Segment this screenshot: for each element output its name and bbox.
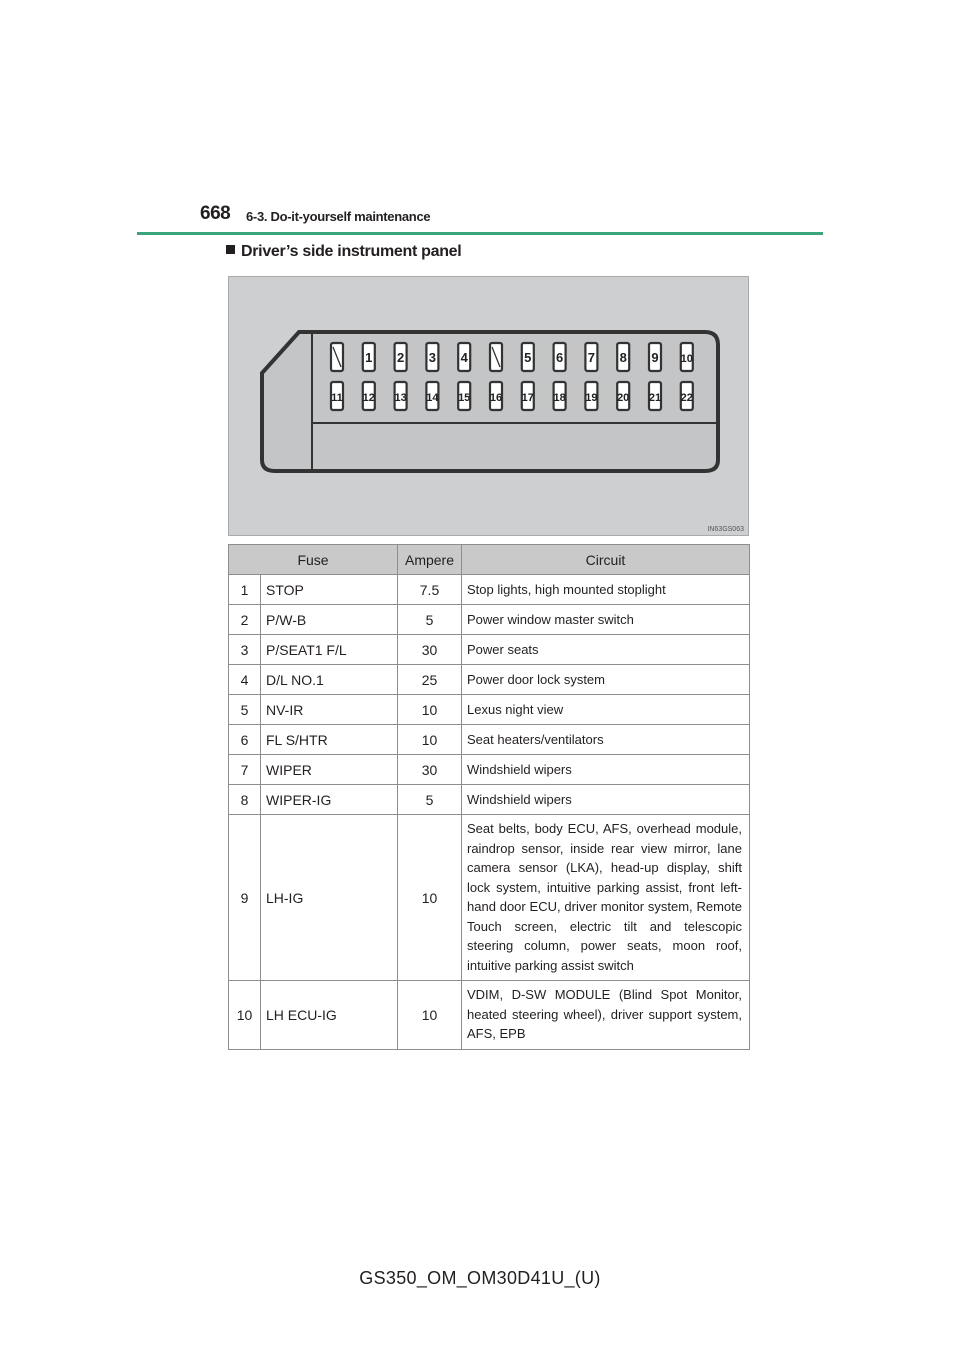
fuse-name: P/W-B <box>261 605 398 635</box>
page-number: 668 <box>200 203 231 224</box>
section-label: 6-3. Do-it-yourself maintenance <box>246 209 431 224</box>
fuse-name: P/SEAT1 F/L <box>261 635 398 665</box>
fuse-slot-18 <box>553 382 565 410</box>
table-row <box>229 755 750 785</box>
fuse-number: 3 <box>229 635 261 665</box>
fuse-circuit: Seat heaters/ventilators <box>462 725 750 755</box>
fuse-circuit: Power seats <box>462 635 750 665</box>
fuse-slot-label: 4 <box>460 350 468 365</box>
table-row <box>229 665 750 695</box>
fuse-name: LH ECU-IG <box>261 981 398 1050</box>
header-fuse: Fuse <box>229 545 398 575</box>
fuse-slot-label: 22 <box>680 392 693 404</box>
fuse-slot-label: 1 <box>365 350 373 365</box>
fuse-slot-14 <box>426 382 439 410</box>
fuse-circuit: Power door lock system <box>462 665 750 695</box>
figure-code: IN63GS063 <box>707 526 744 533</box>
fuse-slot-1 <box>363 343 375 371</box>
fuse-name: NV-IR <box>261 695 398 725</box>
fuse-number: 10 <box>229 981 261 1050</box>
table-row <box>229 605 750 635</box>
fuse-slot-8 <box>617 343 629 371</box>
fuse-slot-label: 19 <box>585 392 598 404</box>
fuse-ampere: 10 <box>398 815 462 981</box>
table-row <box>229 575 750 605</box>
fuse-ampere: 5 <box>398 785 462 815</box>
fuse-number: 9 <box>229 815 261 981</box>
fuse-slot-9 <box>649 343 661 371</box>
fuse-slot-label: 3 <box>428 350 437 365</box>
table-row <box>229 725 750 755</box>
fuse-slot-label: 7 <box>587 350 596 365</box>
fuse-slot-13 <box>394 382 406 410</box>
fuse-slot-19 <box>585 382 597 410</box>
fuse-ampere: 7.5 <box>398 575 462 605</box>
fuse-slot-21 <box>649 382 661 410</box>
fuse-slot-label: 18 <box>553 392 566 404</box>
fuse-slot-label: 21 <box>648 392 662 404</box>
table-row <box>229 815 750 981</box>
fuse-slot-label: 2 <box>396 350 405 365</box>
fuse-slot-label: 14 <box>426 392 439 404</box>
header-rule <box>137 232 823 235</box>
fuse-name: STOP <box>261 575 398 605</box>
fuse-slot-15 <box>458 382 470 410</box>
fuse-slot-6 <box>554 343 566 371</box>
fuse-ampere: 5 <box>398 605 462 635</box>
fuse-slot-label: 5 <box>524 350 532 365</box>
fuse-name: WIPER-IG <box>261 785 398 815</box>
fuse-circuit: VDIM, D-SW MODULE (Blind Spot Monitor, heated steering wheel), driver support system, AFS, EPB <box>462 981 750 1050</box>
fuse-slot-label: 15 <box>458 392 471 404</box>
fuse-ampere: 10 <box>398 725 462 755</box>
header-circuit: Circuit <box>462 545 750 575</box>
fuse-slot-20 <box>617 382 629 410</box>
fuse-slot-11 <box>331 382 343 410</box>
fuse-number: 7 <box>229 755 261 785</box>
fuse-slot-12 <box>363 382 375 410</box>
fuse-number: 6 <box>229 725 261 755</box>
fuse-ampere: 30 <box>398 635 462 665</box>
fuse-number: 5 <box>229 695 261 725</box>
table-row <box>229 785 750 815</box>
subheading <box>226 243 461 261</box>
fuse-slot-label: 12 <box>362 392 375 404</box>
fuse-slot-3 <box>426 343 438 371</box>
fuse-name: LH-IG <box>261 815 398 981</box>
fuse-slot-label: 9 <box>651 350 659 365</box>
fuse-slot-5 <box>522 343 534 371</box>
fuse-ampere: 10 <box>398 695 462 725</box>
fuse-slot-7 <box>585 343 597 371</box>
fuse-name: WIPER <box>261 755 398 785</box>
fuse-table <box>228 544 750 1050</box>
fuse-number: 4 <box>229 665 261 695</box>
fuse-circuit: Windshield wipers <box>462 785 750 815</box>
fuse-circuit: Windshield wipers <box>462 755 750 785</box>
fuse-number: 8 <box>229 785 261 815</box>
fuse-box-figure <box>228 276 749 536</box>
fuse-circuit: Power window master switch <box>462 605 750 635</box>
fuse-circuit: Seat belts, body ECU, AFS, overhead module, raindrop sensor, inside rear view mirror, lane camera sensor (LKA), head-up display, shift lock system, intuitive parking assist, front left-hand door ECU, driver monitor system, Remote Touch screen, electric tilt and telescopic steering column, power seats, moon roof, intuitive parking assist switch <box>462 815 750 981</box>
footer-document-code: GS350_OM_OM30D41U_(U) <box>359 1268 601 1288</box>
fuse-slot-label: 8 <box>619 350 627 365</box>
fuse-ampere: 30 <box>398 755 462 785</box>
fuse-slot-2 <box>395 343 407 371</box>
fuse-slot-label: 6 <box>555 350 564 365</box>
fuse-slot-label: 16 <box>489 392 503 404</box>
fuse-slot-label: 13 <box>394 392 407 404</box>
fuse-ampere: 10 <box>398 981 462 1050</box>
fuse-slot-label: 17 <box>521 392 534 404</box>
table-header-row <box>229 545 750 575</box>
spare-fuse-slot <box>331 343 343 371</box>
fuse-slot-label: 10 <box>680 353 693 365</box>
fuse-slot-label: 11 <box>331 392 343 404</box>
header-ampere: Ampere <box>398 545 462 575</box>
fuse-slot-10 <box>681 343 693 371</box>
fuse-box-diagram <box>229 277 750 537</box>
fuse-slot-17 <box>522 382 534 410</box>
fuse-slot-22 <box>681 382 693 410</box>
spare-fuse-slot <box>490 343 502 371</box>
fuse-ampere: 25 <box>398 665 462 695</box>
fuse-slot-16 <box>490 382 502 410</box>
table-row <box>229 695 750 725</box>
fuse-slot-4 <box>458 343 470 371</box>
square-bullet-icon <box>226 245 235 254</box>
fuse-number: 2 <box>229 605 261 635</box>
fuse-circuit: Stop lights, high mounted stoplight <box>462 575 750 605</box>
fuse-name: D/L NO.1 <box>261 665 398 695</box>
fuse-number: 1 <box>229 575 261 605</box>
table-row <box>229 981 750 1050</box>
fuse-circuit: Lexus night view <box>462 695 750 725</box>
fuse-name: FL S/HTR <box>261 725 398 755</box>
fuse-slot-label: 20 <box>617 392 630 404</box>
subheading-text: Driver’s side instrument panel <box>241 243 462 260</box>
table-row <box>229 635 750 665</box>
